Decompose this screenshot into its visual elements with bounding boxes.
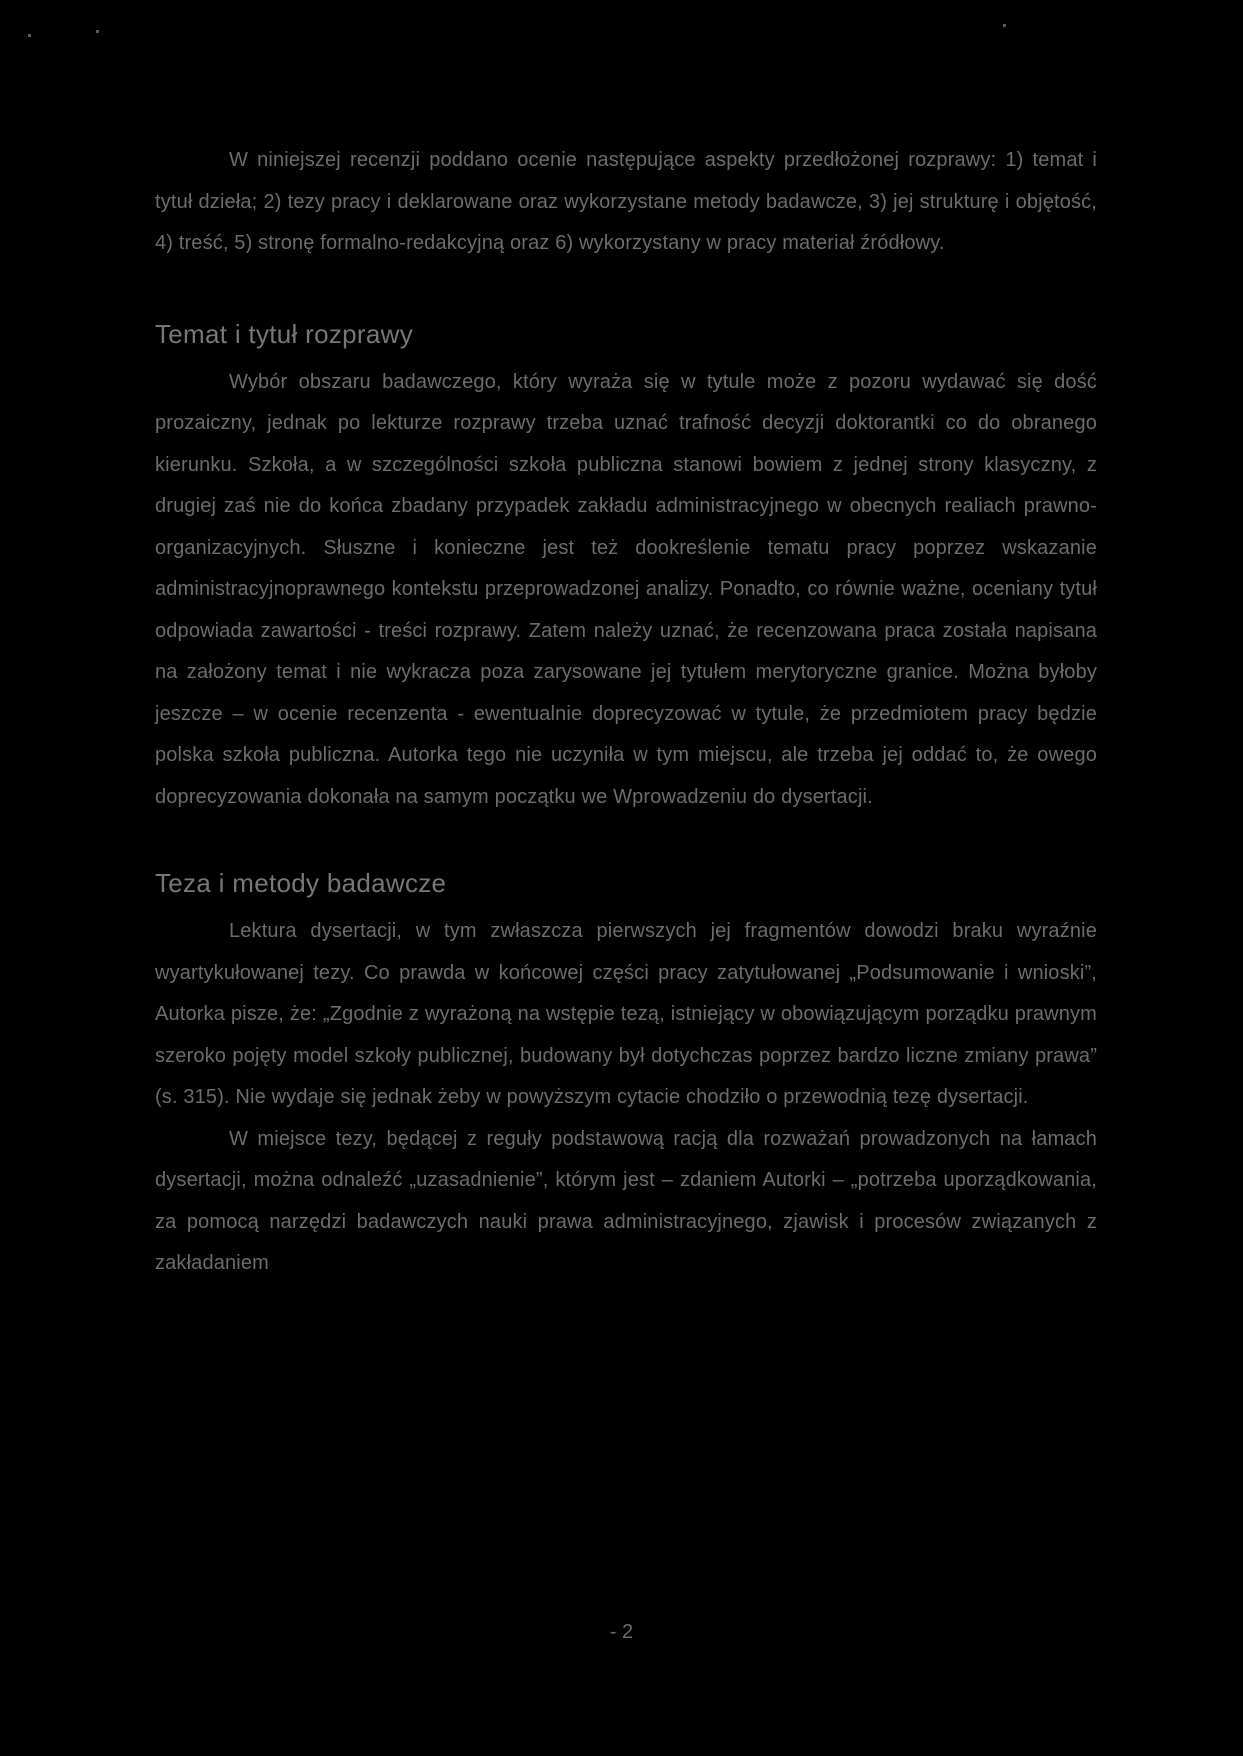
scan-speck: [28, 34, 31, 37]
intro-paragraph: W niniejszej recenzji poddano ocenie następujące aspekty przedłożonej rozprawy: 1) temat i tytuł dzieła; 2) tezy pracy i deklarowane oraz wykorzystane metody badawcze, 3) jej strukturę i objętość, 4) treść, 5) stronę formalno-redakcyjną oraz 6) wykorzystany w pracy materiał źródłowy.: [155, 149, 1097, 254]
section-heading-thesis: Teza i metody badawcze: [155, 868, 447, 898]
document-body: [155, 140, 1097, 1285]
section-topic-paragraph: Wybór obszaru badawczego, który wyraża się w tytule może z pozoru wydawać się dość prozaiczny, jednak po lekturze rozprawy trzeba uznać trafność decyzji doktorantki co do obranego kierunku. Szkoła, a w szczególności szkoła publiczna stanowi bowiem z jednej strony klasyczny, z drugiej zaś nie do końca zbadany przypadek zakładu administracyjnego w obecnych realiach prawno-organizacyjnych. Słuszne i konieczne jest też dookreślenie tematu pracy poprzez wskazanie administracyjnoprawnego kontekstu przeprowadzonej analizy. Ponadto, co równie ważne, oceniany tytuł odpowiada zawartości - treści rozprawy. Zatem należy uznać, że recenzowana praca została napisana na założony temat i nie wykracza poza zarysowane jej tytułem merytoryczne granice. Można byłoby jeszcze – w ocenie recenzenta - ewentualnie doprecyzować w tytule, że przedmiotem pracy będzie polska szkoła publiczna. Autorka tego nie uczyniła w tym miejscu, ale trzeba jej oddać to, że owego doprecyzowania dokonała na samym początku we Wprowadzeniu do dysertacji.: [155, 370, 1097, 808]
section-thesis-paragraph-2: W miejsce tezy, będącej z reguły podstawową racją dla rozważań prowadzonych na łamach dysertacji, można odnaleźć „uzasadnienie”, którym jest – zdaniem Autorki – „potrzeba uporządkowania, za pomocą narzędzi badawczych nauki prawa administracyjnego, zjawisk i procesów związanych z zakładaniem: [155, 1127, 1097, 1274]
scan-speck: [96, 30, 99, 33]
section-thesis-paragraph-1: Lektura dysertacji, w tym zwłaszcza pierwszych jej fragmentów dowodzi braku wyraźnie wyartykułowanej tezy. Co prawda w końcowej części pracy zatytułowanej „Podsumowanie i wnioski”, Autorka pisze, że: „Zgodnie z wyrażoną na wstępie tezą, istniejący w obowiązującym porządku prawnym szeroko pojęty model szkoły publicznej, budowany był dotychczas poprzez bardzo liczne zmiany prawa” (s. 315). Nie wydaje się jednak żeby w powyższym cytacie chodziło o przewodnią tezę dysertacji.: [155, 920, 1097, 1108]
scan-speck: [1003, 24, 1006, 27]
page-number: - 2: [609, 1621, 634, 1643]
section-heading-topic: Temat i tytuł rozprawy: [155, 318, 414, 349]
